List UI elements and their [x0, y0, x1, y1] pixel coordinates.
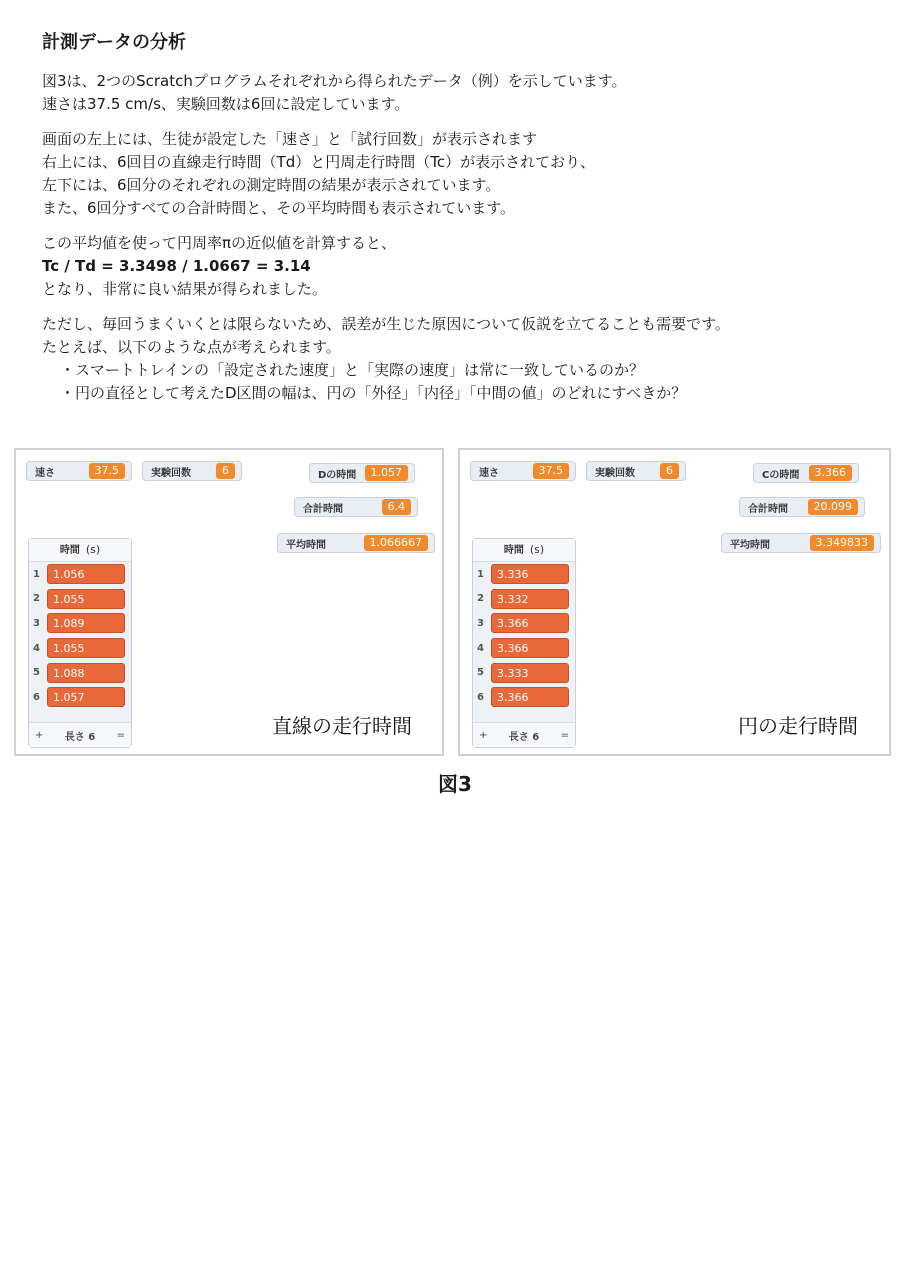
- list-footer: [473, 722, 575, 747]
- text-line: ただし、毎回うまくいくとは限らないため、誤差が生じた原因について仮説を立てることも需要です。: [42, 315, 730, 333]
- monitor-label: 平均時間: [286, 539, 326, 551]
- list-index: 1: [477, 568, 484, 580]
- monitor-value: 6.4: [382, 499, 412, 515]
- text-line: この平均値を使って円周率πの近似値を計算すると、: [42, 234, 397, 252]
- list-index: 4: [477, 642, 484, 654]
- paragraph-2: [42, 128, 872, 220]
- time-list: [28, 538, 132, 748]
- list-value[interactable]: 3.366: [491, 687, 569, 707]
- list-item: [29, 611, 131, 636]
- list-item: [473, 636, 575, 661]
- list-item: [29, 587, 131, 612]
- list-item: [473, 685, 575, 710]
- monitor-value: 3.349833: [810, 535, 875, 551]
- monitor-label: Dの時間: [318, 469, 357, 481]
- list-index: 2: [477, 593, 484, 605]
- bullet-item: ・円の直径として考えたD区間の幅は、円の「外径」「内径」「中間の値」のどれにすべきか？: [60, 384, 687, 402]
- list-value[interactable]: 3.366: [491, 638, 569, 658]
- text-line: 左下には、6回分のそれぞれの測定時間の結果が表示されています。: [42, 176, 501, 194]
- document-body: [42, 30, 872, 417]
- monitor-value: 1.066667: [364, 535, 429, 551]
- d-time-monitor: [309, 463, 415, 483]
- monitor-value: 3.366: [809, 465, 853, 481]
- list-item: [29, 562, 131, 587]
- monitor-label: 実験回数: [595, 467, 635, 479]
- text-line: たとえば、以下のような点が考えられます。: [42, 338, 341, 356]
- text-line: 右上には、6回目の直線走行時間（Td）と円周走行時間（Tc）が表示されており、: [42, 153, 596, 171]
- formula-line: Tc / Td = 3.3498 / 1.0667 = 3.14: [42, 257, 311, 275]
- list-item: [473, 587, 575, 612]
- list-item: [473, 660, 575, 685]
- list-value[interactable]: 1.057: [47, 687, 125, 707]
- total-time-monitor: [739, 497, 865, 517]
- scratch-stage-straight: [14, 448, 444, 756]
- list-length: 長さ 6: [64, 731, 96, 743]
- list-unit: (s): [529, 543, 545, 556]
- add-item-button[interactable]: +: [479, 729, 488, 741]
- list-index: 5: [33, 667, 40, 679]
- list-value[interactable]: 3.333: [491, 663, 569, 683]
- list-index: 6: [33, 691, 40, 703]
- average-time-monitor: [721, 533, 881, 553]
- list-item: [473, 611, 575, 636]
- time-list: [472, 538, 576, 748]
- add-item-button[interactable]: +: [35, 729, 44, 741]
- list-value[interactable]: 3.336: [491, 564, 569, 584]
- scratch-stage-circle: [458, 448, 891, 756]
- list-value[interactable]: 1.089: [47, 613, 125, 633]
- monitor-value: 1.057: [365, 465, 409, 481]
- list-index: 3: [33, 617, 40, 629]
- monitor-label: 平均時間: [730, 539, 770, 551]
- monitor-value: 20.099: [808, 499, 859, 515]
- paragraph-1: [42, 70, 872, 116]
- page-title: 計測データの分析: [42, 32, 186, 53]
- list-value[interactable]: 3.366: [491, 613, 569, 633]
- resize-handle[interactable]: =: [560, 729, 569, 741]
- text-line: 画面の左上には、生徒が設定した「速さ」と「試行回数」が表示されます: [42, 130, 538, 148]
- text-line: 図3は、2つのScratchプログラムそれぞれから得られたデータ（例）を示しています。: [42, 72, 627, 90]
- list-value[interactable]: 3.332: [491, 589, 569, 609]
- average-time-monitor: [277, 533, 435, 553]
- list-item: [473, 562, 575, 587]
- list-index: 2: [33, 593, 40, 605]
- list-title-text: 時間: [59, 545, 80, 556]
- monitor-label: 合計時間: [303, 503, 343, 515]
- list-index: 3: [477, 617, 484, 629]
- list-length: 長さ 6: [508, 731, 540, 743]
- list-title: [29, 539, 131, 562]
- list-index: 5: [477, 667, 484, 679]
- list-index: 4: [33, 642, 40, 654]
- list-footer: [29, 722, 131, 747]
- trials-monitor: [586, 461, 686, 481]
- monitor-label: 実験回数: [151, 467, 191, 479]
- list-item: [29, 636, 131, 661]
- text-line: となり、非常に良い結果が得られました。: [42, 280, 328, 298]
- monitor-value: 6: [216, 463, 235, 479]
- text-line: 速さは37.5 cm/s、実験回数は6回に設定しています。: [42, 95, 410, 113]
- list-title-text: 時間: [503, 545, 524, 556]
- monitor-label: 速さ: [35, 467, 55, 479]
- monitor-value: 37.5: [533, 463, 570, 479]
- speed-monitor: [470, 461, 576, 481]
- list-unit: (s): [85, 543, 101, 556]
- paragraph-3: [42, 232, 872, 301]
- speed-monitor: [26, 461, 132, 481]
- list-index: 6: [477, 691, 484, 703]
- panel-caption: 円の走行時間: [738, 714, 858, 738]
- c-time-monitor: [753, 463, 859, 483]
- list-title: [473, 539, 575, 562]
- monitor-label: Cの時間: [762, 469, 800, 481]
- figure-label: 図3: [438, 772, 472, 796]
- monitor-value: 37.5: [89, 463, 126, 479]
- list-value[interactable]: 1.056: [47, 564, 125, 584]
- monitor-label: 速さ: [479, 467, 499, 479]
- list-value[interactable]: 1.055: [47, 589, 125, 609]
- list-item: [29, 685, 131, 710]
- list-value[interactable]: 1.055: [47, 638, 125, 658]
- resize-handle[interactable]: =: [116, 729, 125, 741]
- panel-caption: 直線の走行時間: [272, 714, 412, 738]
- bullet-item: ・スマートトレインの「設定された速度」と「実際の速度」は常に一致しているのか？: [60, 361, 644, 379]
- text-line: また、6回分すべての合計時間と、その平均時間も表示されています。: [42, 199, 516, 217]
- list-item: [29, 660, 131, 685]
- list-index: 1: [33, 568, 40, 580]
- trials-monitor: [142, 461, 242, 481]
- list-value[interactable]: 1.088: [47, 663, 125, 683]
- paragraph-4: [42, 313, 872, 405]
- monitor-label: 合計時間: [748, 503, 788, 515]
- monitor-value: 6: [660, 463, 679, 479]
- total-time-monitor: [294, 497, 418, 517]
